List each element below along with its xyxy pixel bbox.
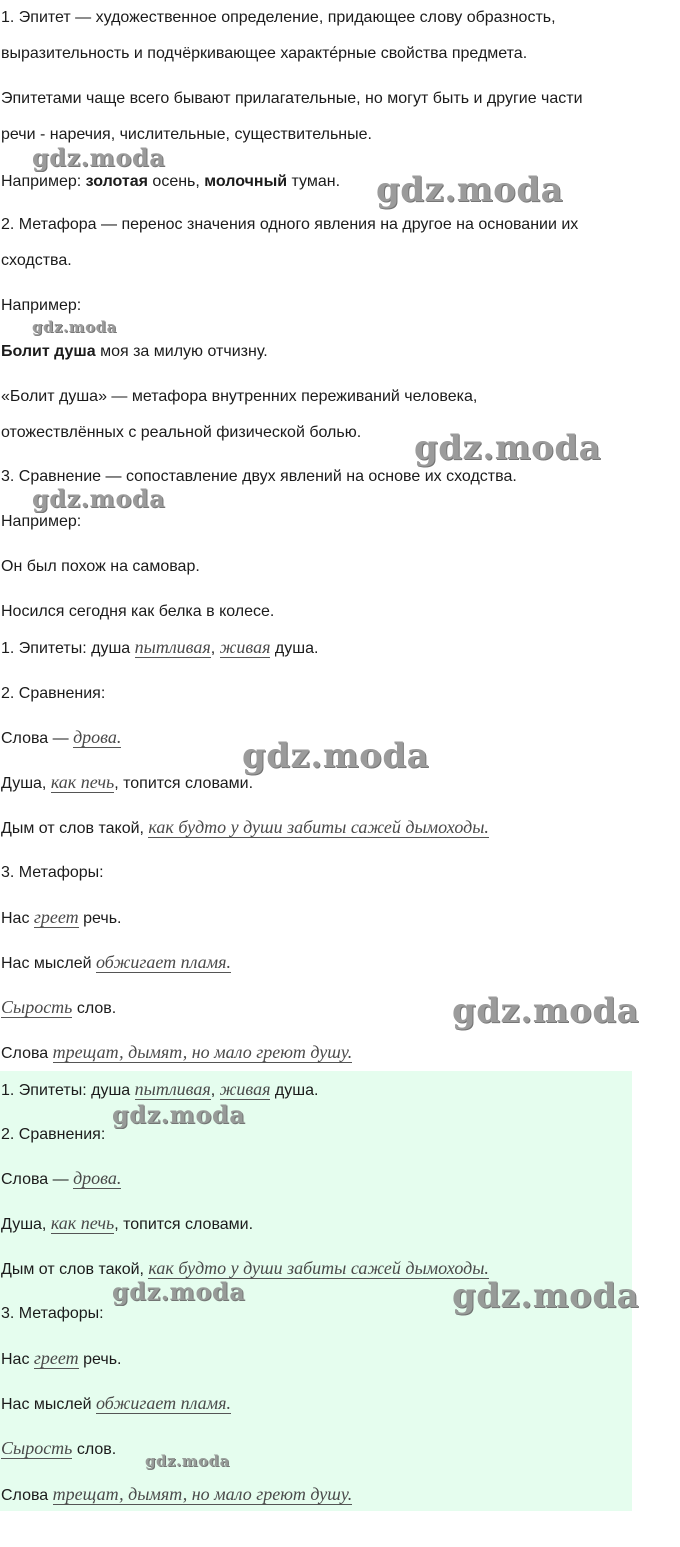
answer-text: душа. — [270, 1082, 319, 1099]
answer-text: 1. Эпитеты: душа — [1, 1082, 135, 1099]
watermark: gdz.moda — [32, 143, 166, 172]
example-text: осень, — [147, 173, 205, 190]
answer-text: Нас мыслей — [1, 1396, 97, 1413]
comparison-definition: 3. Сравнение — сопоставление двух явлений на основе их сходства. — [1, 468, 517, 485]
answer-comparisons-label: 2. Сравнения: — [1, 685, 106, 702]
watermark: gdz.moda — [452, 991, 640, 1031]
answer-text: Душа, — [1, 775, 51, 792]
answer-text: слов. — [72, 1000, 117, 1017]
epithet-parts-line2: речи - наречия, числительные, существительные. — [1, 126, 372, 143]
answer-metaphor-4 — [1, 1042, 352, 1065]
handwritten-phrase: как будто у души забиты сажей дымоходы. — [148, 817, 489, 837]
handwritten-word: пытливая — [134, 1079, 211, 1099]
answer-text: речь. — [78, 1351, 122, 1368]
watermark: gdz.moda — [452, 1276, 640, 1316]
answer-comparisons-label: 2. Сравнения: — [1, 1126, 106, 1143]
handwritten-word: греет — [33, 1348, 79, 1368]
watermark: gdz.moda — [376, 170, 564, 210]
answer-text: Дым от слов такой, — [1, 1261, 149, 1278]
answer-text: речь. — [78, 910, 122, 927]
answer-metaphor-4 — [1, 1484, 352, 1507]
epithet-example — [1, 171, 340, 193]
watermark: gdz.moda — [112, 1100, 246, 1129]
metaphor-explanation-line1: «Болит душа» — метафора внутренних переживаний человека, — [1, 388, 478, 405]
watermark: gdz.moda — [414, 428, 602, 468]
answer-text: Слова — — [1, 730, 74, 747]
answer-text: , топится словами. — [114, 1216, 254, 1233]
answer-comparison-3 — [1, 817, 489, 840]
metaphor-definition-line2: сходства. — [1, 252, 72, 269]
answer-text: Душа, — [1, 1216, 51, 1233]
answer-text: , — [210, 640, 220, 657]
handwritten-phrase: трещат, дымят, но мало греют душу. — [52, 1042, 353, 1062]
handwritten-word: дрова. — [73, 1168, 122, 1188]
answer-metaphor-1 — [1, 907, 122, 930]
answer-text: душа. — [270, 640, 319, 657]
answer-epithets — [1, 637, 318, 660]
answer-text: , топится словами. — [114, 775, 254, 792]
handwritten-phrase: как будто у души забиты сажей дымоходы. — [148, 1258, 489, 1278]
answer-text: Нас — [1, 1351, 34, 1368]
example-bold-phrase: Болит душа — [1, 343, 96, 360]
handwritten-word: как печь — [50, 1213, 115, 1233]
answer-text: , — [210, 1082, 220, 1099]
answer-metaphors-label: 3. Метафоры: — [1, 1305, 104, 1322]
answer-text: Нас — [1, 910, 34, 927]
epithet-parts-line1: Эпитетами чаще всего бывают прилагательные, но могут быть и другие части — [1, 90, 583, 107]
example-label: Например: — [1, 297, 82, 314]
example-label: Например: — [1, 513, 82, 530]
answer-text: Слова — [1, 1487, 53, 1504]
answer-comparison-2 — [1, 772, 253, 795]
answer-text: Дым от слов такой, — [1, 820, 149, 837]
example-bold-word: молочный — [204, 173, 288, 190]
watermark: gdz.moda — [242, 736, 430, 776]
comparison-example-1: Он был похож на самовар. — [1, 558, 200, 575]
handwritten-word: дрова. — [73, 727, 122, 747]
answer-text: Нас мыслей — [1, 955, 97, 972]
epithet-definition-line2: выразительность и подчёркивающее характе́рные свойства предмета. — [1, 45, 528, 62]
example-text: моя за милую отчизну. — [95, 343, 268, 360]
handwritten-phrase: обжигает пламя. — [96, 952, 232, 972]
answer-text: Слова — [1, 1045, 53, 1062]
watermark: gdz.moda — [145, 1452, 230, 1470]
answer-metaphor-3 — [1, 1438, 116, 1461]
handwritten-word: Сырость — [1, 1438, 73, 1458]
answer-comparison-1 — [1, 1168, 121, 1191]
answer-text: слов. — [72, 1441, 117, 1458]
answer-comparison-2 — [1, 1213, 253, 1236]
handwritten-phrase: обжигает пламя. — [96, 1393, 232, 1413]
handwritten-word: живая — [219, 1079, 271, 1099]
epithet-definition-line1: 1. Эпитет — художественное определение, придающее слову образность, — [1, 9, 556, 26]
watermark: gdz.moda — [112, 1277, 246, 1306]
answer-metaphor-2 — [1, 952, 231, 975]
handwritten-word: пытливая — [134, 637, 211, 657]
comparison-example-2: Носился сегодня как белка в колесе. — [1, 603, 275, 620]
metaphor-definition-line1: 2. Метафора — перенос значения одного явления на другое на основании их — [1, 216, 579, 233]
answer-metaphor-2 — [1, 1393, 231, 1416]
handwritten-word: Сырость — [1, 997, 73, 1017]
answer-metaphor-3 — [1, 997, 116, 1020]
example-prefix: Например: — [1, 173, 86, 190]
metaphor-example — [1, 341, 268, 363]
example-bold-word: золотая — [85, 173, 148, 190]
answer-text: 1. Эпитеты: душа — [1, 640, 135, 657]
answer-comparison-1 — [1, 727, 121, 750]
answer-metaphor-1 — [1, 1348, 122, 1371]
answer-epithets — [1, 1079, 318, 1102]
metaphor-explanation-line2: отожествлённых с реальной физической болью. — [1, 424, 362, 441]
example-text: туман. — [287, 173, 341, 190]
watermark: gdz.moda — [32, 484, 166, 513]
handwritten-word: как печь — [50, 772, 115, 792]
handwritten-word: живая — [219, 637, 271, 657]
handwritten-word: греет — [33, 907, 79, 927]
handwritten-phrase: трещат, дымят, но мало греют душу. — [52, 1484, 353, 1504]
answer-text: Слова — — [1, 1171, 74, 1188]
answer-metaphors-label: 3. Метафоры: — [1, 864, 104, 881]
watermark: gdz.moda — [32, 318, 117, 336]
